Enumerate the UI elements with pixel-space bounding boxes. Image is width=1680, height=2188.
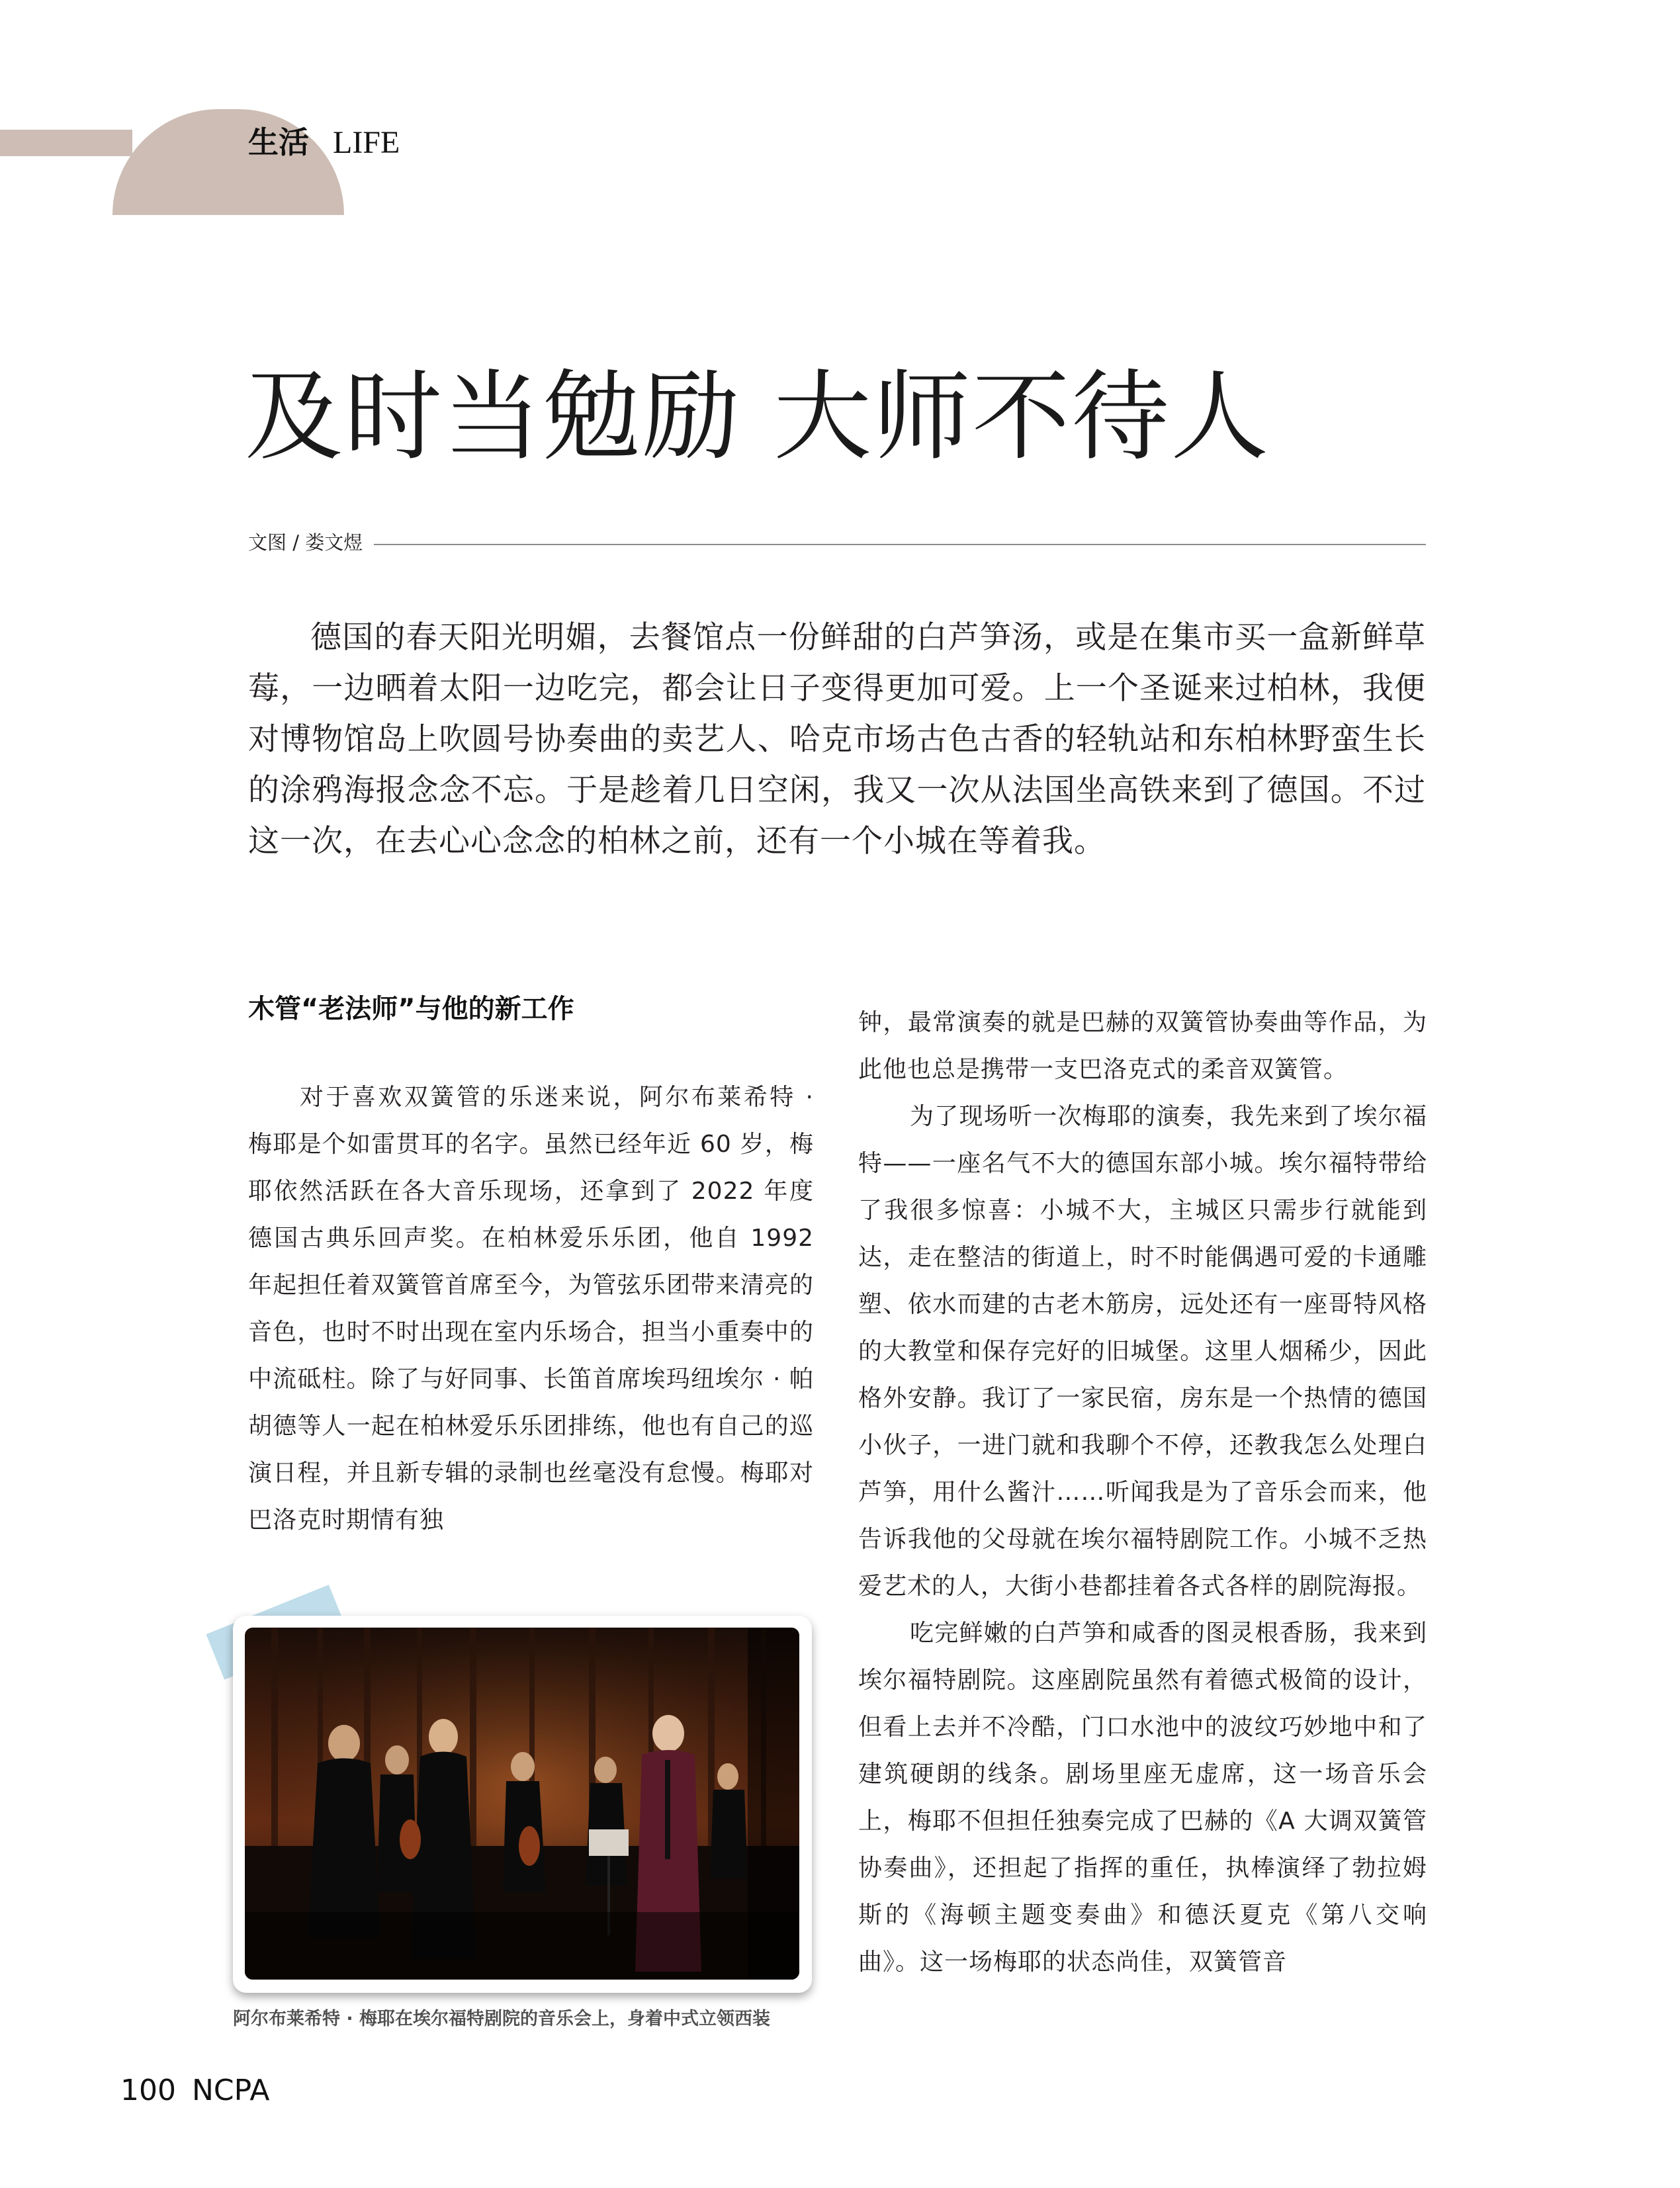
byline: 文图 / 娄文煜: [248, 531, 363, 554]
section-subheading: 木管“老法师”与他的新工作: [248, 994, 574, 1024]
concert-photo: [245, 1628, 799, 1980]
body-paragraph: 吃完鲜嫩的白芦笋和咸香的图灵根香肠，我来到埃尔福特剧院。这座剧院虽然有着德式极简的设计，但看上去并不冷酷，门口水池中的波纹巧妙地中和了建筑硬朗的线条。剧场里座无虚席，这一场音乐会上，梅耶不但担任独奏完成了巴赫的《A 大调双簧管协奏曲》，还担起了指挥的重任，执棒演绎了勃拉姆斯的《海顿主题变奏曲》和德沃夏克《第八交响曲》。这一场梅耶的状态尚佳，双簧管音: [858, 1620, 1427, 1976]
left-column: [248, 989, 814, 1544]
section-label-en: LIFE: [333, 125, 400, 160]
intro-paragraph: 德国的春天阳光明媚，去餐馆点一份鲜甜的白芦笋汤，或是在集市买一盒新鲜草莓，一边晒着太阳一边吃完，都会让日子变得更加可爱。上一个圣诞来过柏林，我便对博物馆岛上吹圆号协奏曲的卖艺人、哈克市场古色古香的轻轨站和东柏林野蛮生长的涂鸦海报念念不忘。于是趁着几日空闲，我又一次从法国坐高铁来到了德国。不过这一次，在去心心念念的柏林之前，还有一个小城在等着我。: [248, 619, 1426, 859]
intro-section: [248, 612, 1426, 867]
magazine-name: NCPA: [191, 2074, 270, 2107]
right-column-text: [858, 999, 1427, 1986]
section-label-cn: 生活: [248, 124, 309, 160]
concert-stage-image: [245, 1628, 799, 1980]
photo-caption: 阿尔布莱希特 · 梅耶在埃尔福特剧院的音乐会上，身着中式立领西装: [233, 2009, 771, 2029]
page-footer: [120, 2071, 269, 2111]
body-paragraph: 为了现场听一次梅耶的演奏，我先来到了埃尔福特——一座名气不大的德国东部小城。埃尔福特带给了我很多惊喜：小城不大，主城区只需步行就能到达，走在整洁的街道上，时不时能偶遇可爱的卡通雕塑、依水而建的古老木筋房，远处还有一座哥特风格的大教堂和保存完好的旧城堡。这里人烟稀少，因此格外安静。我订了一家民宿，房东是一个热情的德国小伙子，一进门就和我聊个不停，还教我怎么处理白芦笋，用什么酱汁……听闻我是为了音乐会而来，他告诉我他的父母就在埃尔福特剧院工作。小城不乏热爱艺术的人，大街小巷都挂着各式各样的剧院海报。: [858, 1103, 1427, 1600]
article-title: 及时当勉励 大师不待人: [245, 360, 1270, 474]
section-header: [248, 122, 400, 163]
byline-rule: [374, 544, 1426, 545]
left-column-text: [248, 1074, 814, 1544]
body-paragraph: 对于喜欢双簧管的乐迷来说，阿尔布莱希特 · 梅耶是个如雷贯耳的名字。虽然已经年近 60 岁，梅耶依然活跃在各大音乐现场，还拿到了 2022 年度德国古典乐回声奖。在柏林爱乐乐团，他自 1992 年起担任着双簧管首席至今，为管弦乐团带来清亮的音色，也时不时出现在室内乐场合，担当小重奏中的中流砥柱。除了与好同事、长笛首席埃玛纽埃尔 · 帕胡德等人一起在柏林爱乐乐团排练，他也有自己的巡演日程，并且新专辑的录制也丝毫没有怠慢。梅耶对巴洛克时期情有独: [248, 1084, 814, 1534]
body-paragraph: 钟，最常演奏的就是巴赫的双簧管协奏曲等作品，为此他也总是携带一支巴洛克式的柔音双簧管。: [858, 1009, 1427, 1083]
page-number: 100: [120, 2074, 176, 2107]
header-band: [0, 130, 132, 156]
